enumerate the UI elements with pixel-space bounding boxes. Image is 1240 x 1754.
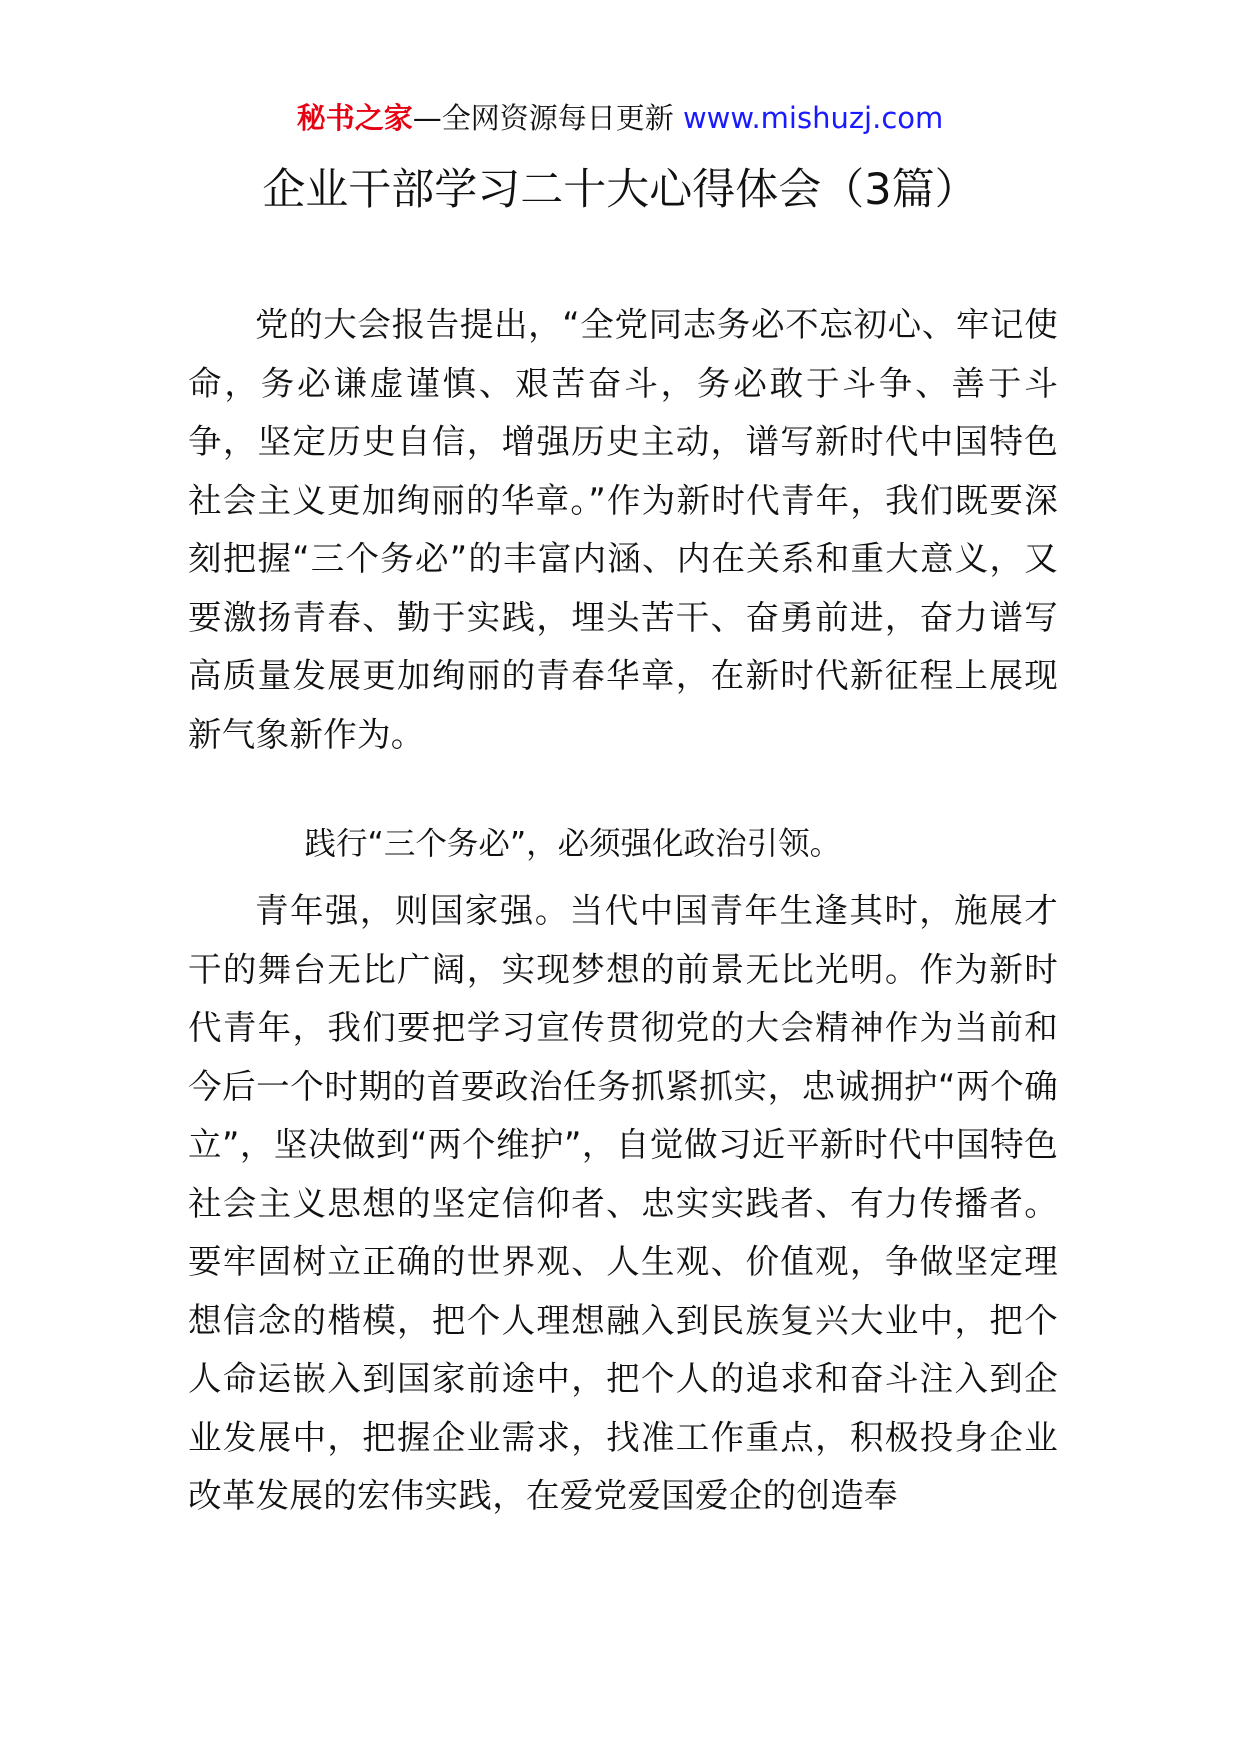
document-title: 企业干部学习二十大心得体会（3篇） (262, 165, 978, 215)
watermark-header (0, 98, 1240, 138)
website-link[interactable]: www.mishuzj.com (682, 101, 944, 135)
header-tagline: —全网资源每日更新 (412, 101, 674, 135)
section-heading: 践行“三个务必”，必须强化政治引领。 (304, 826, 842, 862)
brand-name: 秘书之家 (296, 101, 413, 135)
body-paragraph: 青年强，则国家强。当代中国青年生逢其时，施展才干的舞台无比广阔，实现梦想的前景无比光明。作为新时代青年，我们要把学习宣传贯彻党的大会精神作为当前和今后一个时期的首要政治任务抓紧抓实，忠诚拥护“两个确立”，坚决做到“两个维护”，自觉做习近平新时代中国特色社会主义思想的坚定信仰者、忠实实践者、有力传播者。要牢固树立正确的世界观、人生观、价值观，争做坚定理想信念的楷模，把个人理想融入到民族复兴大业中，把个人命运嵌入到国家前途中，把个人的追求和奋斗注入到企业发展中，把握企业需求，找准工作重点，积极投身企业改革发展的宏伟实践，在爱党爱国爱企的创造奉 (188, 891, 1058, 1515)
body-paragraph: 党的大会报告提出，“全党同志务必不忘初心、牢记使命，务必谦虚谨慎、艰苦奋斗，务必敢于斗争、善于斗争，坚定历史自信，增强历史主动，谱写新时代中国特色社会主义更加绚丽的华章。”作为新时代青年，我们既要深刻把握“三个务必”的丰富内涵、内在关系和重大意义，又要激扬青春、勤于实践，埋头苦干、奋勇前进，奋力谱写高质量发展更加绚丽的青春华章，在新时代新征程上展现新气象新作为。 (188, 305, 1058, 754)
